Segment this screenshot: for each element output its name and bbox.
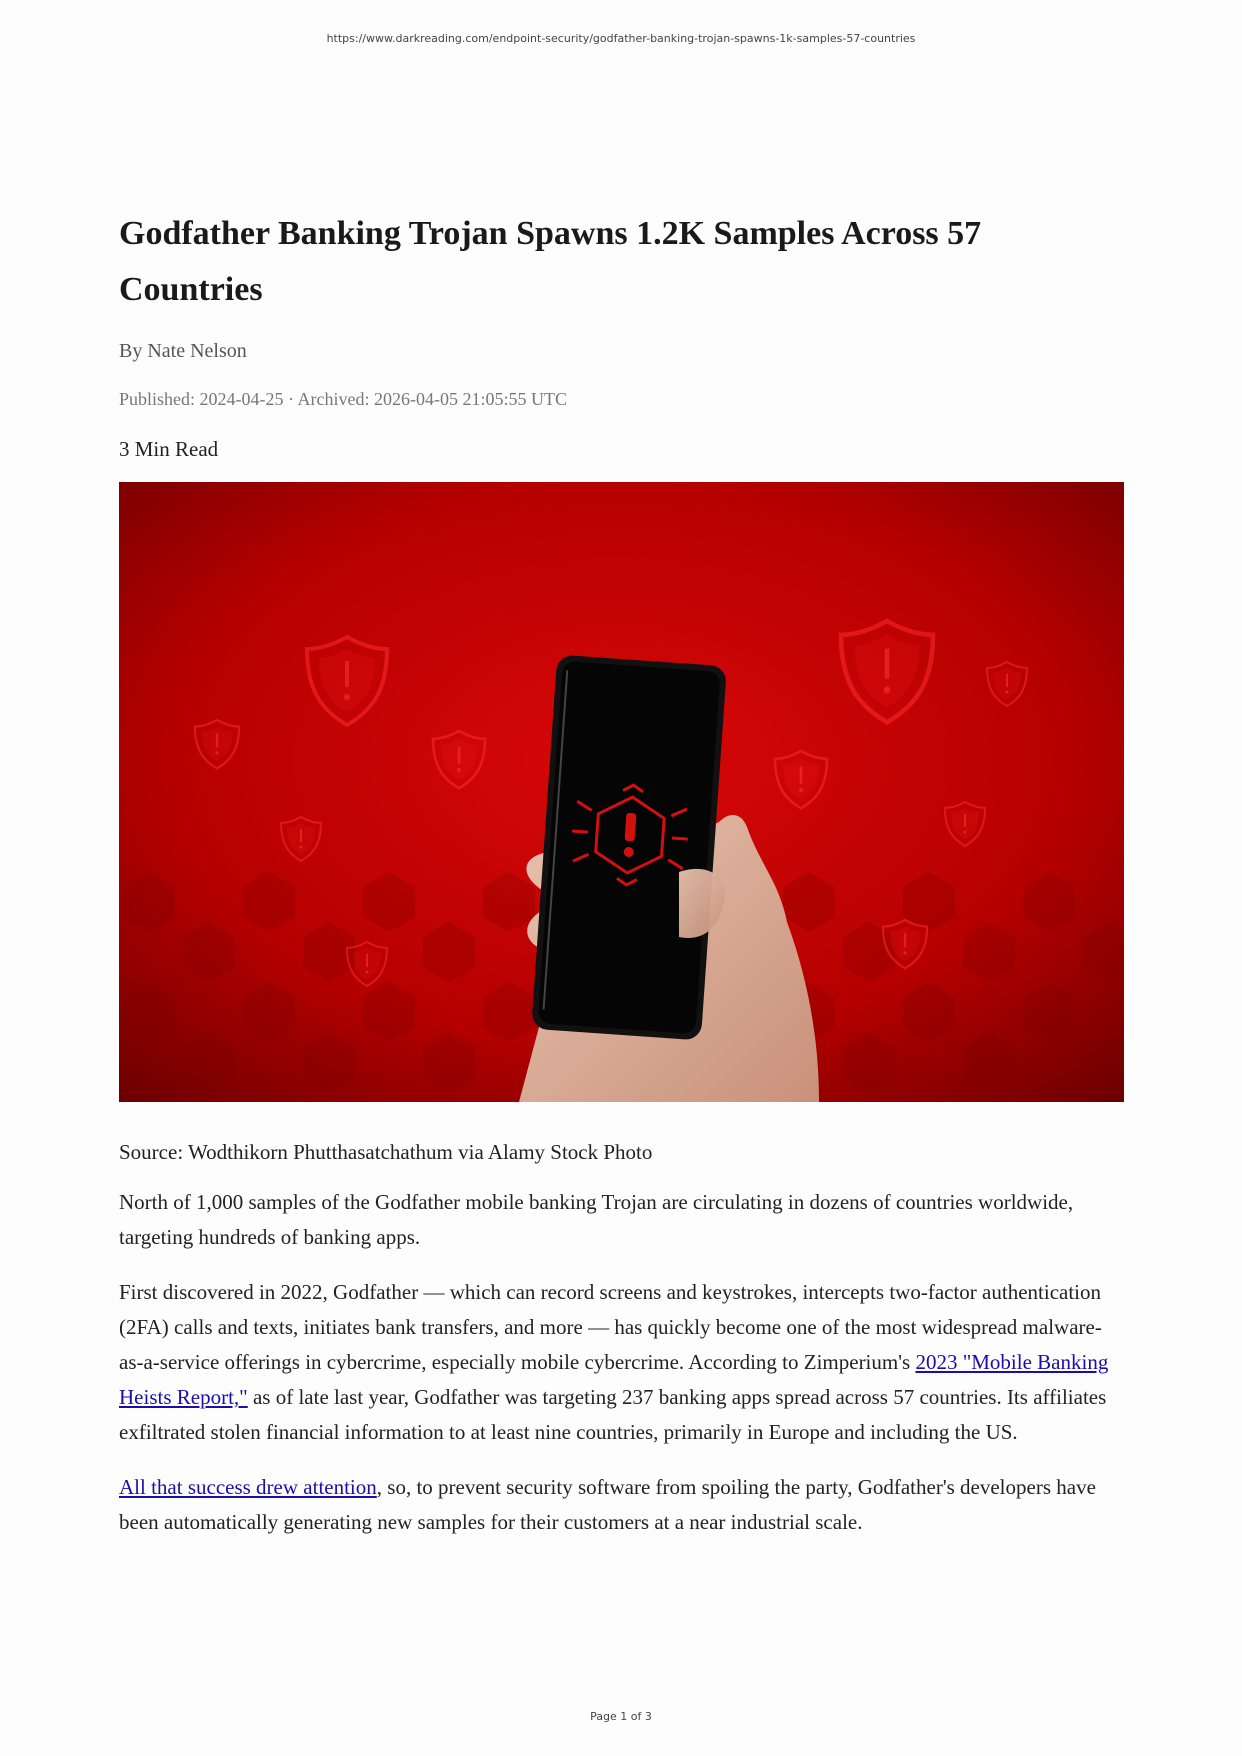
paragraph-2 [119, 1275, 1124, 1450]
paragraph-3-text: , so, to prevent security software from spoiling the party, Godfather's developers have been automatically generating new samples for their customers at a near industrial scale. [119, 1475, 1096, 1534]
paragraph-2-text: First discovered in 2022, Godfather — which can record screens and keystrokes, intercepts two-factor authentication (2FA) calls and texts, initiates bank transfers, and more — has quickly become one of the most widespread malware-as-a-service offerings in cybercrime, especially mobile cybercrime. According to Zimperium's [119, 1280, 1102, 1374]
paragraph-3 [119, 1470, 1124, 1540]
publish-meta: Published: 2024-04-25 · Archived: 2026-04-05 21:05:55 UTC [119, 389, 567, 409]
hero-image [119, 482, 1124, 1102]
article [119, 206, 1124, 1540]
page-number: Page 1 of 3 [590, 1710, 652, 1723]
report-link[interactable]: 2023 "Mobile Banking Heists Report," [119, 1350, 1109, 1409]
paragraph-2-text-end: as of late last year, Godfather was targeting 237 banking apps spread across 57 countries. Its affiliates exfiltrated stolen financial information to at least nine countries, primarily in Europe and including the US. [119, 1385, 1107, 1444]
byline: By Nate Nelson [119, 340, 247, 362]
page-url: https://www.darkreading.com/endpoint-security/godfather-banking-trojan-spawns-1k-samples-57-countries [326, 32, 916, 45]
image-caption: Source: Wodthikorn Phutthasatchathum via Alamy Stock Photo [119, 1140, 653, 1164]
paragraph-1: North of 1,000 samples of the Godfather mobile banking Trojan are circulating in dozens of countries worldwide, targeting hundreds of banking apps. [119, 1190, 1074, 1249]
read-time: 3 Min Read [119, 437, 219, 461]
article-title: Godfather Banking Trojan Spawns 1.2K Samples Across 57 Countries [119, 215, 982, 308]
success-link[interactable]: All that success drew attention [119, 1475, 377, 1499]
